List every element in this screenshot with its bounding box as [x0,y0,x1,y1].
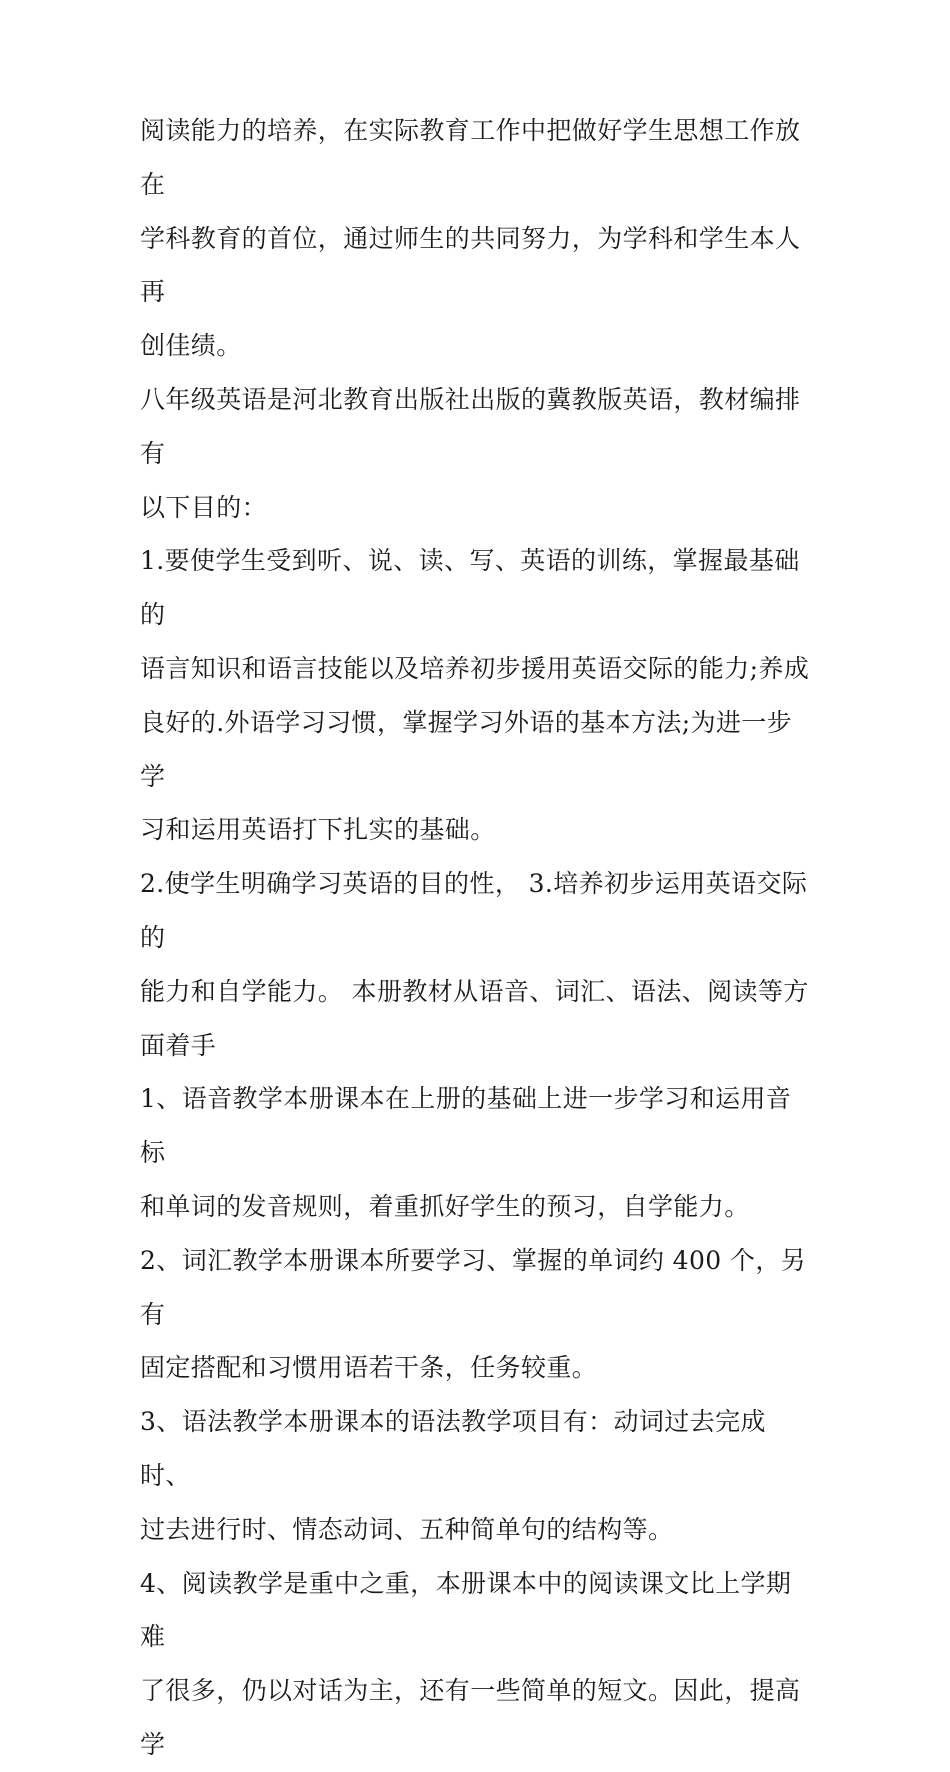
paragraph-grammar: 3、语法教学本册课本的语法教学项目有：动词过去完成时、 过去进行时、情态动词、五种简单句的结构等。 [140,1407,766,1544]
paragraph-goal-1: 1.要使学生受到听、说、读、写、英语的训练，掌握最基础的 语言知识和语言技能以及培养初步援用英语交际的能力;养成 良好的.外语学习习惯，掌握学习外语的基本方法;为进一步学 习和运用英语打下扎实的基础。 [140,546,810,845]
paragraph-goal-2-3: 2.使学生明确学习英语的目的性， 3.培养初步运用英语交际的 能力和自学能力。 本册教材从语音、词汇、语法、阅读等方 面着手 [140,869,809,1060]
paragraph-vocabulary: 2、词汇教学本册课本所要学习、掌握的单词约 400 个，另有 固定搭配和习惯用语若干条，任务较重。 [140,1245,807,1383]
paragraph-reading-teaching: 4、阅读教学是重中之重，本册课本中的阅读课文比上学期难 了很多，仍以对话为主，还有一些简单的短文。因此，提高学 [140,1568,801,1759]
paragraph-phonetics: 1、语音教学本册课本在上册的基础上进一步学习和运用音标 和单词的发音规则，着重抓好学生的预习，自学能力。 [140,1084,792,1221]
paragraph-reading-ability: 阅读能力的培养，在实际教育工作中把做好学生思想工作放在 学科教育的首位，通过师生的共同努力，为学科和学生本人再 创佳绩。 [140,116,801,361]
paragraph-textbook-intro: 八年级英语是河北教育出版社出版的冀教版英语，教材编排有 以下目的： [140,384,801,522]
document-body [140,104,816,1772]
